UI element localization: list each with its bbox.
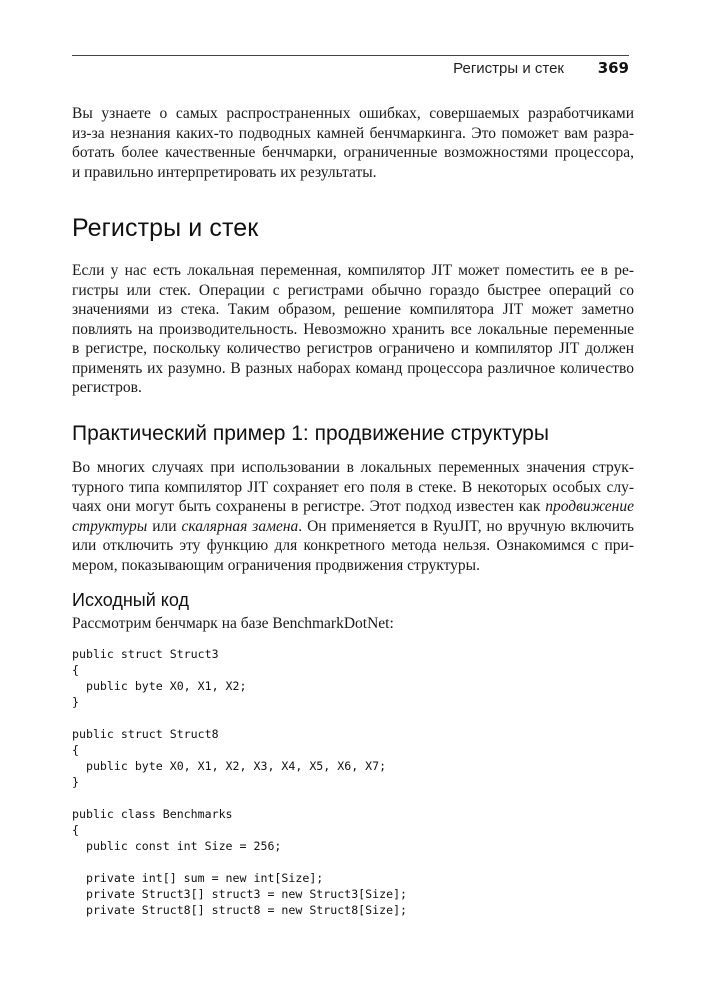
code-line: public byte X0, X1, X2, X3, X4, X5, X6, X7; bbox=[72, 759, 387, 773]
text-line: из-за незнания каких-то подводных камней бенчмаркинга. Это поможет вам разра- bbox=[72, 124, 634, 142]
code-line bbox=[72, 854, 632, 870]
text-line: Если у нас есть локальная переменная, компилятор JIT может поместить ее в ре- bbox=[72, 262, 634, 279]
code-line: public class Benchmarks bbox=[72, 807, 233, 821]
text-line: повлиять на производительность. Невозможно хранить все локальные переменные bbox=[72, 320, 634, 338]
section-heading: Регистры и стек bbox=[72, 214, 259, 242]
text-run: или bbox=[147, 517, 182, 535]
section-paragraph bbox=[72, 261, 634, 398]
text-run: чаях они могут быть сохранены в регистре. Этот подход известен как bbox=[72, 498, 546, 515]
italic-term: скалярная замена bbox=[181, 517, 299, 535]
text-line: или отключить эту функцию для конкретного метода нельзя. Ознакомимся с при- bbox=[72, 537, 634, 554]
text-line: турного типа компилятор JIT сохраняет его поля в стеке. В некоторых особых слу- bbox=[72, 478, 634, 496]
text-line: регистров. bbox=[72, 379, 142, 396]
subsection-paragraph bbox=[72, 458, 634, 575]
running-head: Регистры и стек bbox=[453, 60, 564, 77]
italic-term: структуры bbox=[72, 517, 148, 535]
code-line: public const int Size = 256; bbox=[72, 839, 282, 853]
text-run: . Он применяется в RyuJIT, но вручную включить bbox=[298, 517, 634, 535]
text-line bbox=[72, 497, 634, 517]
header-rule bbox=[72, 55, 629, 56]
code-line: private Struct8[] struct8 = new Struct8[Size]; bbox=[72, 903, 408, 917]
text-line: ботать более качественные бенчмарки, ограниченные возможностями процессора, bbox=[72, 144, 634, 161]
text-line: Вы узнаете о самых распространенных ошибках, совершаемых разработчиками bbox=[72, 105, 634, 122]
code-line: public struct Struct8 bbox=[72, 727, 219, 741]
source-code-heading: Исходный код bbox=[72, 590, 189, 610]
source-intro bbox=[72, 614, 634, 634]
code-line: public byte X0, X1, X2; bbox=[72, 679, 247, 693]
text-line: гистры или стек. Операции с регистрами обычно гораздо быстрее операций со bbox=[72, 281, 634, 299]
code-line: { bbox=[72, 823, 79, 837]
intro-paragraph bbox=[72, 104, 634, 182]
text-line: применять их разумно. В разных наборах команд процессора различное количество bbox=[72, 359, 634, 377]
code-line: public struct Struct3 bbox=[72, 647, 219, 661]
text-line: значениями из стека. Таким образом, решение компилятора JIT может заметно bbox=[72, 301, 634, 318]
text-line bbox=[72, 517, 634, 537]
page-number: 369 bbox=[597, 59, 629, 77]
code-line: private Struct3[] struct3 = new Struct3[Size]; bbox=[72, 887, 408, 901]
code-line: } bbox=[72, 775, 79, 789]
code-line: private int[] sum = new int[Size]; bbox=[72, 871, 324, 885]
text-line: мером, показывающим ограничения продвижения структуры. bbox=[72, 556, 480, 574]
code-line: } bbox=[72, 695, 79, 709]
italic-term: продвижение bbox=[545, 498, 634, 515]
code-line bbox=[72, 790, 632, 806]
code-line: { bbox=[72, 743, 79, 757]
subsection-heading: Практический пример 1: продвижение структуры bbox=[72, 422, 549, 445]
code-listing bbox=[72, 646, 632, 918]
code-line: { bbox=[72, 663, 79, 677]
text-line: в регистре, поскольку количество регистров ограничено и компилятор JIT должен bbox=[72, 340, 634, 357]
text-line: и правильно интерпретировать их результаты. bbox=[72, 163, 377, 181]
text-line: Во многих случаях при использовании в локальных переменных значения струк- bbox=[72, 459, 634, 476]
code-line bbox=[72, 710, 632, 726]
text-line: Рассмотрим бенчмарк на базе BenchmarkDotNet: bbox=[72, 615, 394, 632]
